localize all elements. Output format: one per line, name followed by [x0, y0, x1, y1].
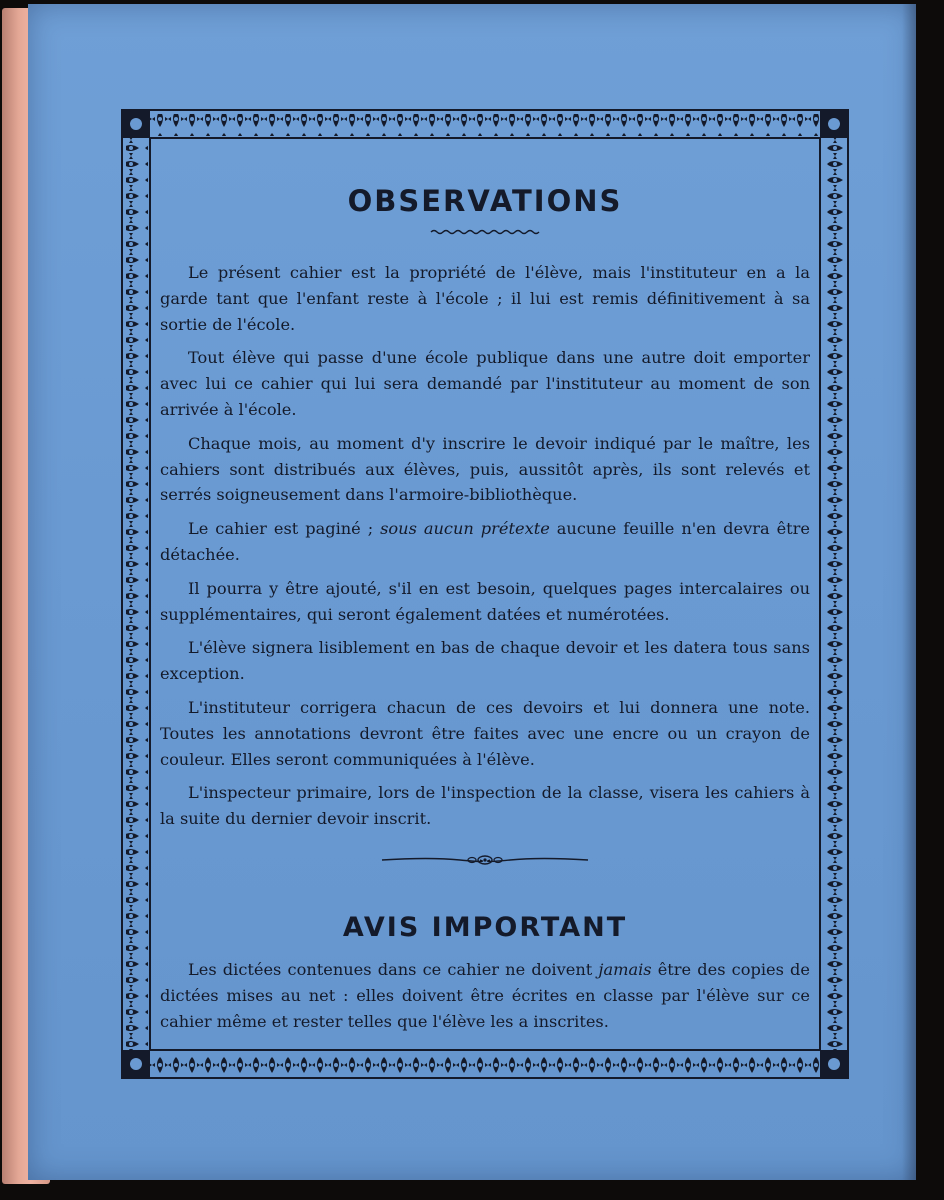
heading-avis-important: AVIS IMPORTANT [342, 911, 628, 943]
avis-paragraph [160, 957, 810, 1034]
paragraph-6: L'élève signera lisiblement en bas de chaque devoir et les datera tous sans exception. [160, 638, 810, 684]
paragraph-5: Il pourra y être ajouté, s'il en est besoin, quelques pages intercalaires ou supplémentaires, qui seront également datées et numérotées. [160, 578, 810, 624]
paragraph-3: Chaque mois, au moment d'y inscrire le devoir indiqué par le maître, les cahiers sont distribués aux élèves, puis, aussitôt après, ils sont relevés et serrés soigneusement dans l'armoire-bibliothèque. [160, 433, 810, 505]
paragraph-7: L'instituteur corrigera chacun de ces devoirs et lui donnera une note. Toutes les annotations devront être faites avec une encre ou un crayon de couleur. Elles seront communiquées à l'élève. [160, 697, 810, 769]
paragraph-8: L'inspecteur primaire, lors de l'inspection de la classe, visera les cahiers à la suite du dernier devoir inscrit. [160, 783, 810, 829]
paragraph-4-emphasis: sous aucun prétexte [380, 519, 550, 539]
document-content [160, 150, 810, 1034]
paragraph-1: Le présent cahier est la propriété de l'élève, mais l'instituteur en a la garde tant que l'enfant reste à l'école ; il lui est remis définitivement à sa sortie de l'école. [160, 263, 810, 334]
wavy-rule-icon [429, 228, 541, 236]
avis-emphasis: jamais [598, 959, 652, 979]
avis-start: Les dictées contenues dans ce cahier ne doivent [188, 959, 599, 979]
observations-text [160, 260, 810, 832]
paragraph-4 [160, 516, 810, 568]
cover-edge-shadow [902, 4, 916, 1180]
paragraph-2: Tout élève qui passe d'une école publique dans une autre doit emporter avec lui ce cahier qui lui sera demandé par l'instituteur au moment de son arrivée à l'école. [160, 348, 810, 419]
paragraph-4-start: Le cahier est paginé ; [188, 519, 381, 539]
avis-text [160, 957, 810, 1034]
paragraph-4-end: aucune feuille n'en devra être détachée. [160, 519, 810, 564]
flourish-divider-icon [380, 854, 590, 866]
heading-observations: OBSERVATIONS [347, 184, 623, 218]
avis-end: être des copies de dictées mises au net : elles doivent être écrites en classe par l'élève sur ce cahier même et rester telles que l'élève les a inscrites. [160, 959, 810, 1031]
